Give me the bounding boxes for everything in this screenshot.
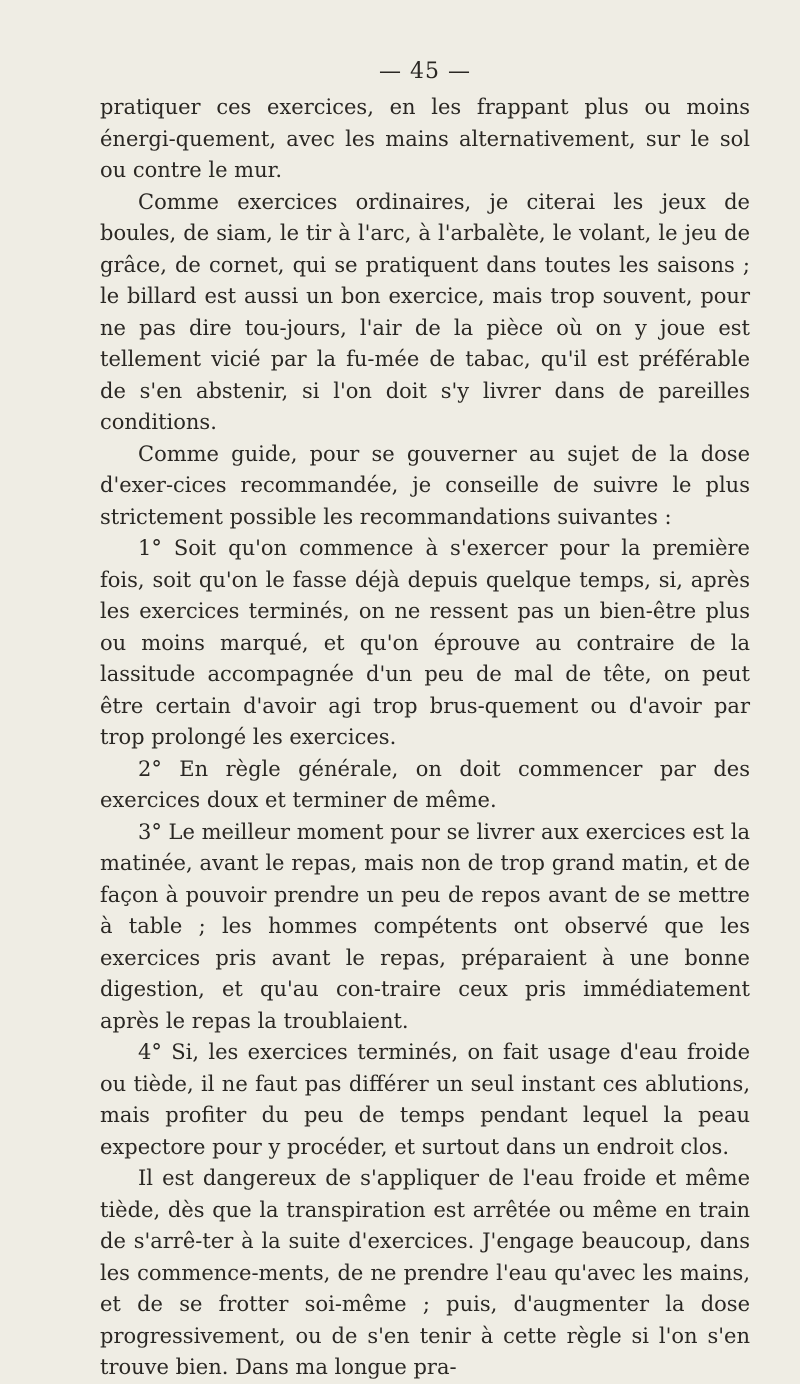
paragraph: Comme guide, pour se gouverner au sujet de la dose d'exer-cices recommandée, je conseille de suivre le plus strictement possible les recommandations suivantes : [100,441,750,529]
paragraph: 2° En règle générale, on doit commencer par des exercices doux et terminer de même. [100,756,750,812]
paragraph: pratiquer ces exercices, en les frappant plus ou moins énergi-quement, avec les mains alternativement, sur le sol ou contre le mur. [100,95,750,182]
paragraph: 3° Le meilleur moment pour se livrer aux exercices est la matinée, avant le repas, mais non de trop grand matin, et de façon à pouvoir prendre un peu de repos avant de se mettre à table ; les hommes compétents ont observé que les exercices pris avant le repas, préparaient à une bonne digestion, et qu'au con-traire ceux pris immédiatement après le repas la troublaient. [100,819,750,1033]
page-number: — 45 — [379,59,471,84]
paragraph: 1° Soit qu'on commence à s'exercer pour la première fois, soit qu'on le fasse déjà depuis quelque temps, si, après les exercices terminés, on ne ressent pas un bien-être plus ou moins marqué, et qu'on éprouve au contraire de la lassitude accompagnée d'un peu de mal de tête, on peut être certain d'avoir agi trop brus-quement ou d'avoir par trop prolongé les exercices. [100,536,750,749]
paragraph: 4° Si, les exercices terminés, on fait usage d'eau froide ou tiède, il ne faut pas différer un seul instant ces ablutions, mais profiter du peu de temps pendant lequel la peau expectore pour y procéder, et surtout dans un endroit clos. [100,1040,750,1159]
paragraph: Comme exercices ordinaires, je citerai les jeux de boules, de siam, le tir à l'arc, à l'arbalète, le volant, le jeu de grâce, de cornet, qui se pratiquent dans toutes les saisons ; le billard est aussi un bon exercice, mais trop souvent, pour ne pas dire tou-jours, l'air de la pièce où on y joue est tellement vicié par la fu-mée de tabac, qu'il est préférable de s'en abstenir, si l'on doit s'y livrer dans de pareilles conditions. [100,189,750,434]
paragraph: Il est dangereux de s'appliquer de l'eau froide et même tiède, dès que la transpiration est arrêtée ou même en train de s'arrê-ter à la suite d'exercices. J'engage beaucoup, dans les commence-ments, de ne prendre l'eau qu'avec les mains, et de se frotter soi-même ; puis, d'augmenter la dose progressivement, ou de s'en tenir à cette règle si l'on s'en trouve bien. Dans ma longue pra- [100,1166,750,1379]
